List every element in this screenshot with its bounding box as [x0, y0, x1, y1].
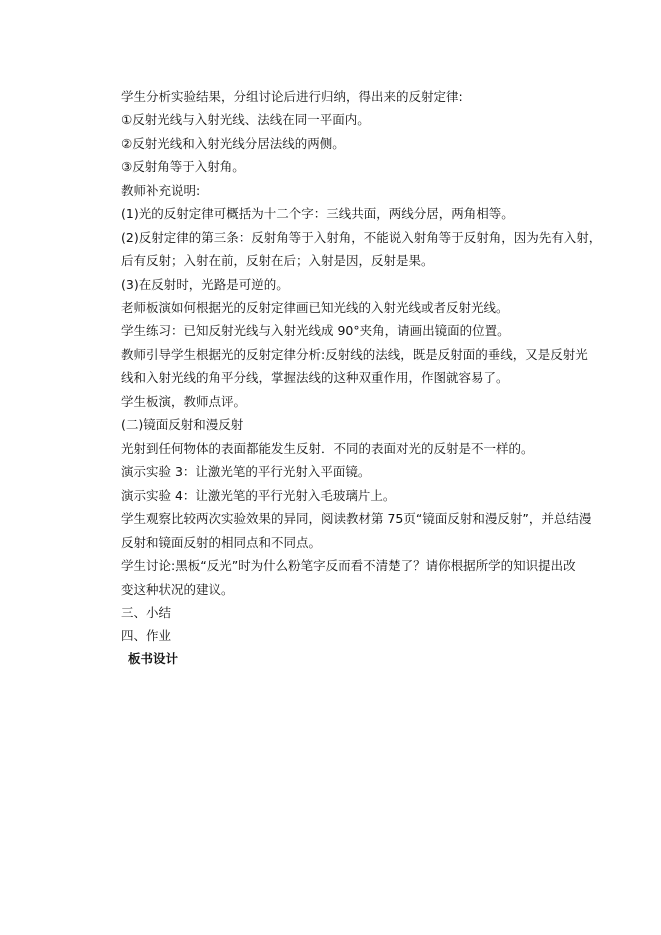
text-line: 线和入射光线的角平分线，掌握法线的这种双重作用，作图就容易了。 — [121, 370, 509, 385]
text-line: 变这种状况的建议。 — [121, 582, 234, 597]
board-design-heading: 板书设计 — [128, 651, 179, 666]
text-line: 学生练习：已知反射光线与入射光线成 90°夹角，请画出镜面的位置。 — [121, 323, 510, 338]
section-heading: (二)镜面反射和漫反射 — [121, 417, 244, 432]
text-line: (3)在反射时，光路是可逆的。 — [121, 277, 289, 292]
text-line: 教师引导学生根据光的反射定律分析:反射线的法线，既是反射面的垂线，又是反射光 — [121, 347, 588, 362]
text-line: 反射和镜面反射的相同点和不同点。 — [121, 535, 322, 550]
text-line: (2)反射定律的第三条：反射角等于入射角，不能说入射角等于反射角，因为先有入射， — [121, 230, 602, 245]
text-line: 老师板演如何根据光的反射定律画已知光线的入射光线或者反射光线。 — [121, 300, 509, 315]
section-heading: 四、作业 — [121, 628, 172, 643]
text-line: 演示实验 3：让激光笔的平行光射入平面镜。 — [121, 464, 371, 479]
section-heading: 三、小结 — [121, 605, 172, 620]
text-line: 学生讨论:黑板“反光”时为什么粉笔字反而看不清楚了？请你根据所学的知识提出改 — [121, 558, 576, 573]
text-line: 教师补充说明: — [121, 183, 201, 198]
text-line: 学生分析实验结果，分组讨论后进行归纳，得出来的反射定律: — [121, 89, 463, 104]
text-line: 学生观察比较两次实验效果的异同，阅读教材第 75页“镜面反射和漫反射”，并总结漫 — [121, 511, 592, 526]
text-line: 演示实验 4：让激光笔的平行光射入毛玻璃片上。 — [121, 488, 396, 503]
text-line: 光射到任何物体的表面都能发生反射．不同的表面对光的反射是不一样的。 — [121, 441, 534, 456]
text-line: (1)光的反射定律可概括为十二个字：三线共面，两线分居，两角相等。 — [121, 206, 514, 221]
text-line: 后有反射；入射在前，反射在后；入射是因，反射是果。 — [121, 253, 434, 268]
text-line: 学生板演，教师点评。 — [121, 394, 247, 409]
text-line: ②反射光线和入射光线分居法线的两侧。 — [121, 136, 345, 151]
text-line: ①反射光线与入射光线、法线在同一平面内。 — [121, 112, 370, 127]
text-line: ③反射角等于入射角。 — [121, 159, 245, 174]
